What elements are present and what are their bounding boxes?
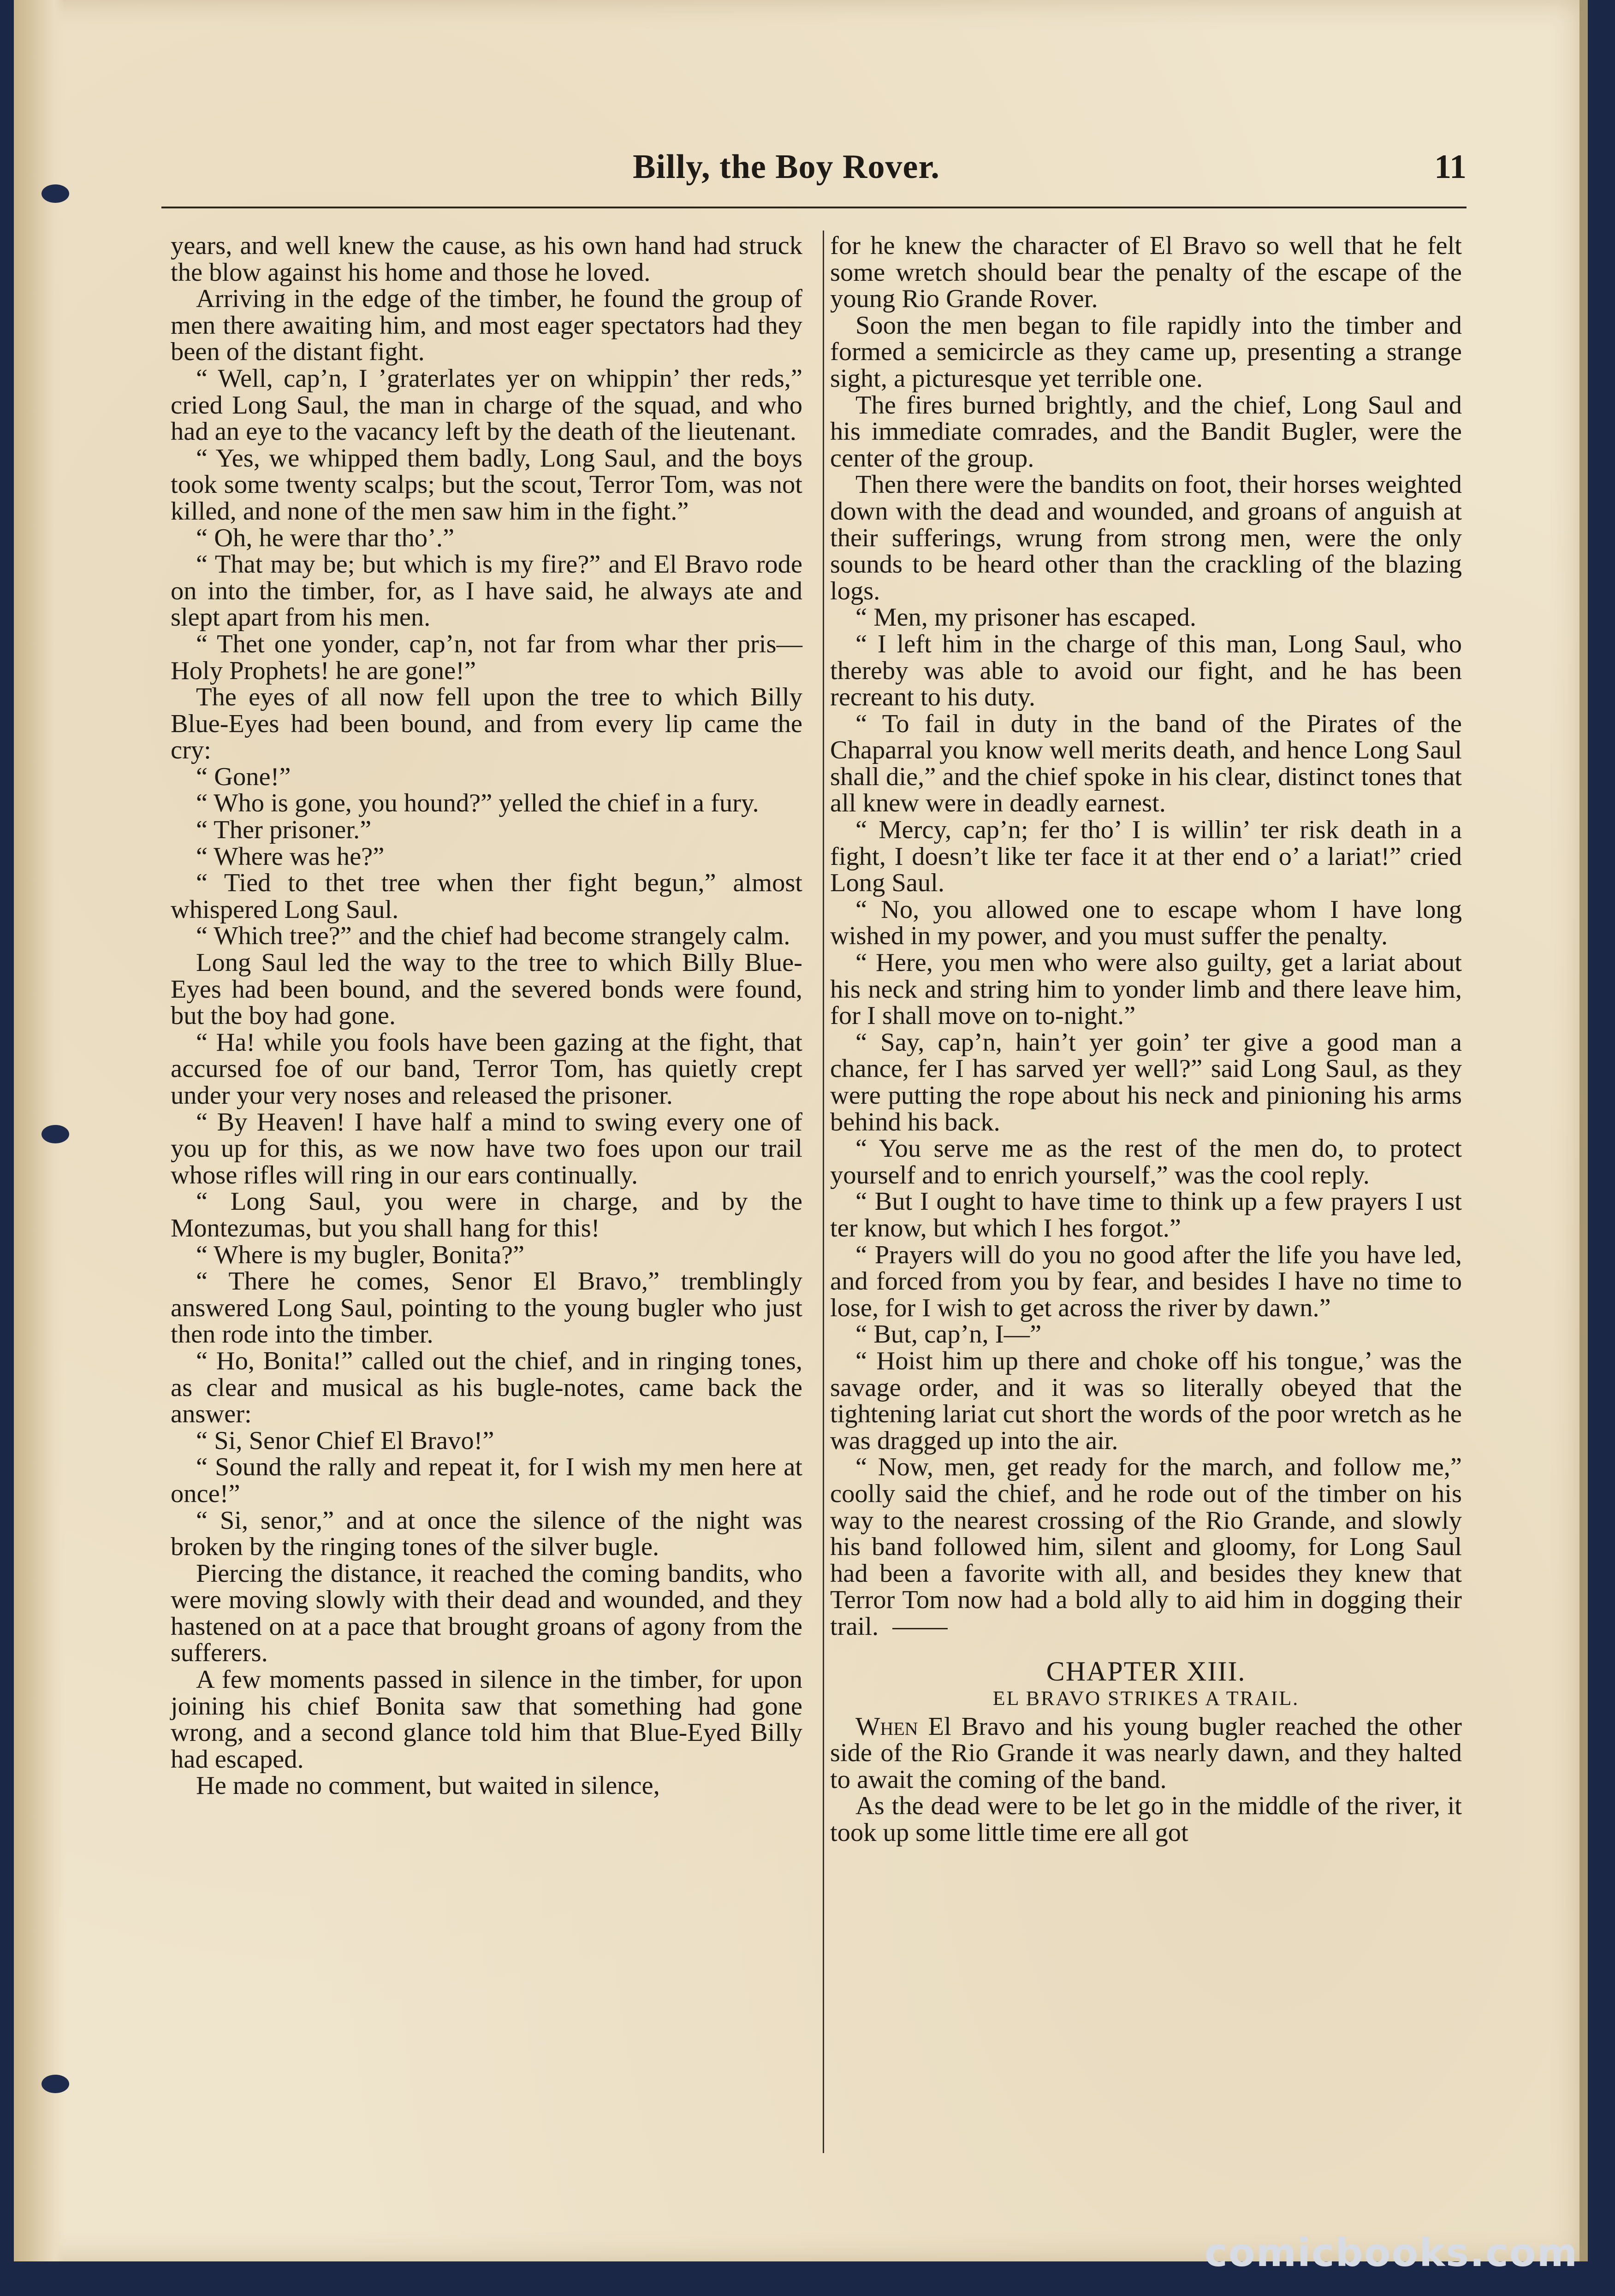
right-column-paragraphs	[830, 233, 1462, 1640]
paragraph: “ Thet one yonder, cap’n, not far from whar ther pris— Holy Prophets! he are gone!”	[171, 629, 802, 685]
paragraph: “ But I ought to have time to think up a few prayers I ust ter know, but which I hes forgot.”	[830, 1187, 1462, 1243]
paragraph: The eyes of all now fell upon the tree to which Billy Blue-Eyes had been bound, and from every lip came the cry:	[171, 683, 802, 765]
running-title: Billy, the Boy Rover.	[633, 148, 940, 186]
paragraph: “ Now, men, get ready for the march, and follow me,” coolly said the chief, and he rode out of the timber on his way to the nearest crossing of the Rio Grande, and slowly his band followed him, silent and gloomy, for Long Saul had been a favorite with all, and besides they knew that Terror Tom now had a bold ally to aid him in dogging their trail.	[830, 1453, 1462, 1641]
paragraph: “ By Heaven! I have half a mind to swing every one of you up for this, as we now have two foes upon our trail whose rifles will ring in our ears continually.	[171, 1107, 802, 1189]
chapter-last-paragraph: As the dead were to be let go in the middle of the river, it took up some little time ere all got	[830, 1792, 1462, 1847]
chapter-subtitle: EL BRAVO STRIKES A TRAIL.	[992, 1687, 1300, 1710]
paragraph: “ Ha! while you fools have been gazing at the fight, that accursed foe of our band, Terror Tom, has quietly crept under your very noses and released the prisoner.	[171, 1028, 802, 1110]
paragraph: “ Si, Senor Chief El Bravo!”	[196, 1426, 494, 1455]
chapter-title: CHAPTER XIII.	[1046, 1656, 1246, 1687]
paragraph: “ Ho, Bonita!” called out the chief, and in ringing tones, as clear and musical as his bugle-notes, came back the answer:	[171, 1346, 802, 1429]
paragraph: Then there were the bandits on foot, their horses weighted down with the dead and wounded, and groans of anguish at their sufferings, wrung from strong men, were the only sounds to be heard other than the crackling of the blazing logs.	[830, 470, 1462, 605]
paragraph: Long Saul led the way to the tree to which Billy Blue-Eyes had been bound, and the severed bonds were found, but the boy had gone.	[171, 948, 802, 1030]
paragraph: “ That may be; but which is my fire?” and El Bravo rode on into the timber, for, as I have said, he always ate and slept apart from his men.	[171, 550, 802, 632]
paragraph: “ Say, cap’n, hain’t yer goin’ ter give a good man a chance, fer I has sarved yer well?” said Long Saul, as they were putting the rope about his neck and pinioning his arms behind his back.	[830, 1028, 1462, 1136]
paragraph: “ Men, my prisoner has escaped.	[855, 603, 1196, 632]
paragraph: “ Oh, he were thar tho’.”	[196, 523, 455, 552]
header-rule	[161, 207, 1467, 208]
binding-stitch	[42, 2075, 69, 2093]
paragraph: “ I left him in the charge of this man, Long Saul, who thereby was able to avoid our fight, and he has been recreant to his duty.	[830, 629, 1462, 712]
column-divider	[823, 231, 824, 2153]
paragraph: “ Long Saul, you were in charge, and by the Montezumas, but you shall hang for this!	[171, 1187, 802, 1243]
paragraph: A few moments passed in silence in the timber, for upon joining his chief Bonita saw that something had gone wrong, and a second glance told him that Blue-Eyed Billy had escaped.	[171, 1665, 802, 1774]
paragraph: “ Si, senor,” and at once the silence of the night was broken by the ringing tones of the silver bugle.	[171, 1506, 802, 1562]
paragraph: “ To fail in duty in the band of the Pirates of the Chaparral you know well merits death, and hence Long Saul shall die,” and the chief spoke in his clear, distinct tones that all knew were in deadly earnest.	[830, 709, 1462, 818]
chapter-opening-paragraph	[830, 1714, 1462, 1793]
paragraph: “ Who is gone, you hound?” yelled the chief in a fury.	[196, 789, 759, 818]
paragraph: “ Prayers will do you no good after the life you have led, and forced from you by fear, and besides I have no time to lose, for I wish to get across the river by dawn.”	[830, 1240, 1462, 1322]
paragraph: years, and well knew the cause, as his own hand had struck the blow against his home and those he loved.	[171, 231, 802, 287]
paragraph: He made no comment, but waited in silence,	[196, 1771, 660, 1800]
binding-stitch	[42, 1125, 69, 1143]
paragraph: Piercing the distance, it reached the coming bandits, who were moving slowly with their dead and wounded, and they hastened on at a pace that brought groans of agony from the sufferers.	[171, 1559, 802, 1668]
chapter-opening-word: When	[855, 1712, 918, 1741]
left-column	[171, 233, 802, 1799]
paragraph: “ Here, you men who were also guilty, get a lariat about his neck and string him to yonder limb and there leave him, for I shall move on to-night.”	[830, 948, 1462, 1030]
paragraph: “ Where is my bugler, Bonita?”	[196, 1240, 525, 1269]
watermark: comicbooks.com	[1205, 2230, 1578, 2275]
paragraph: “ Yes, we whipped them badly, Long Saul, and the boys took some twenty scalps; but the scout, Terror Tom, was not killed, and none of the men saw him in the fight.”	[171, 444, 802, 526]
paragraph: “ Which tree?” and the chief had become strangely calm.	[196, 922, 790, 951]
paragraph: Soon the men began to file rapidly into the timber and formed a semicircle as they came up, presenting a strange sight, a picturesque yet terrible one.	[830, 311, 1462, 393]
paragraph: “ Sound the rally and repeat it, for I wish my men here at once!”	[171, 1453, 802, 1508]
paragraph: “ Well, cap’n, I ’graterlates yer on whippin’ ther reds,” cried Long Saul, the man in charge of the squad, and who had an eye to the vacancy left by the death of the lieutenant.	[171, 364, 802, 446]
page-header	[161, 148, 1467, 212]
paragraph: “ Where was he?”	[196, 842, 385, 871]
paragraph: “ Hoist him up there and choke off his tongue,’ was the savage order, and it was so literally obeyed that the tightening lariat cut short the words of the poor wretch as he was dragged up into the air.	[830, 1346, 1462, 1455]
binding-stitch	[42, 184, 69, 203]
paragraph: Arriving in the edge of the timber, he found the group of men there awaiting him, and most eager spectators had they been of the distant fight.	[171, 284, 802, 367]
paragraph: “ There he comes, Senor El Bravo,” tremblingly answered Long Saul, pointing to the young bugler who just then rode into the timber.	[171, 1267, 802, 1349]
paragraph: The fires burned brightly, and the chief, Long Saul and his immediate comrades, and the Bandit Bugler, were the center of the group.	[830, 391, 1462, 473]
paragraph: “ But, cap’n, I—”	[855, 1320, 1042, 1349]
paragraph: “ Mercy, cap’n; fer tho’ I is willin’ ter risk death in a fight, I doesn’t like ter face it at ther end o’ a lariat!” cried Long Saul.	[830, 816, 1462, 898]
paragraph: “ No, you allowed one to escape whom I have long wished in my power, and you must suffer the penalty.	[830, 895, 1462, 951]
paragraph: for he knew the character of El Bravo so well that he felt some wretch should bear the penalty of the escape of the young Rio Grande Rover.	[830, 231, 1462, 314]
chapter-opening-text: El Bravo and his young bugler reached the other side of the Rio Grande it was nearly dawn, and they halted to await the coming of the band.	[830, 1712, 1462, 1794]
paragraph: “ Gone!”	[196, 762, 291, 791]
right-column	[830, 233, 1462, 1846]
section-end-rule	[892, 1628, 948, 1629]
paragraph: “ Tied to thet tree when ther fight begun,” almost whispered Long Saul.	[171, 869, 802, 924]
page-edge	[1579, 0, 1588, 2261]
paragraph: “ You serve me as the rest of the men do, to protect yourself and to enrich yourself,” was the cool reply.	[830, 1134, 1462, 1189]
paragraph: “ Ther prisoner.”	[196, 816, 372, 845]
page-number: 11	[1434, 148, 1467, 186]
